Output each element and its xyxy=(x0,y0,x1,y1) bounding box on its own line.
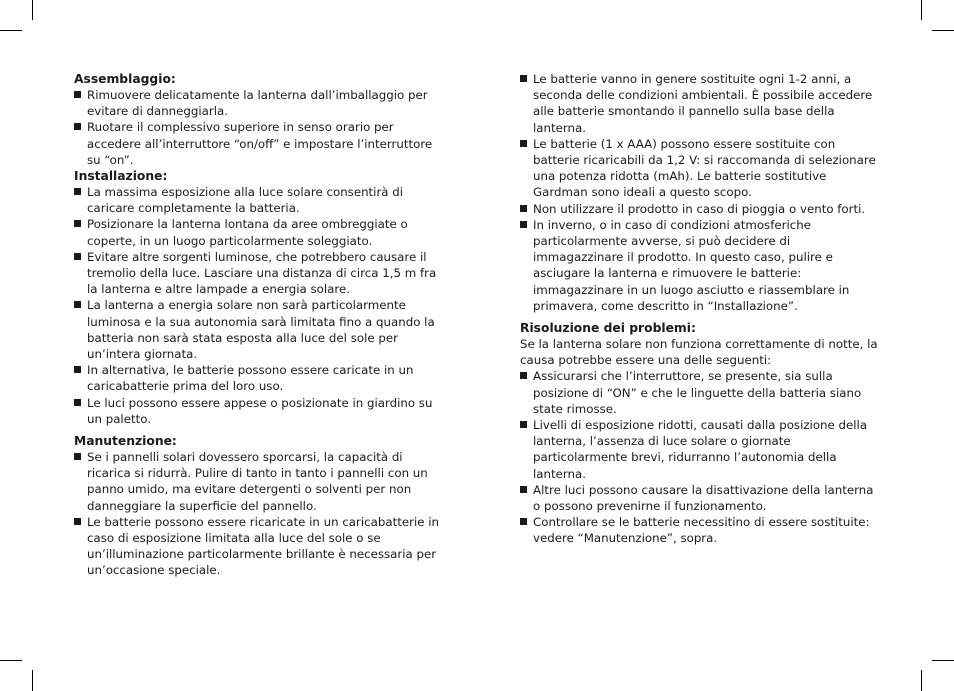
bullet-list xyxy=(74,87,446,168)
list-item: Le batterie possono essere ricaricate in un caricabatterie in caso di esposizione limitata alla luce del sole o se un’illuminazione particolarmente brillante è necessaria per un’occasione speciale. xyxy=(74,514,446,579)
section-assemblaggio xyxy=(74,71,446,168)
crop-mark xyxy=(932,30,954,31)
list-item: Non utilizzare il prodotto in caso di pioggia o vento forti. xyxy=(520,201,882,217)
section-manutenzione-continued xyxy=(520,71,882,314)
crop-mark xyxy=(0,660,22,661)
crop-mark xyxy=(921,670,922,691)
section-risoluzione xyxy=(520,320,882,547)
section-manutenzione xyxy=(74,433,446,579)
list-item: In alternativa, le batterie possono essere caricate in un caricabatterie prima del loro uso. xyxy=(74,362,446,394)
list-item: Rimuovere delicatamente la lanterna dall’imballaggio per evitare di danneggiarla. xyxy=(74,87,446,119)
list-item: Altre luci possono causare la disattivazione della lanterna o possono prevenirne il funzionamento. xyxy=(520,482,882,514)
crop-mark xyxy=(0,30,22,31)
bullet-list xyxy=(520,368,882,546)
section-title: Risoluzione dei problemi: xyxy=(520,321,696,336)
section-title: Assemblaggio: xyxy=(74,72,176,86)
list-item: Livelli di esposizione ridotti, causati dalla posizione della lanterna, l’assenza di luce solare o giornate particolarmente brevi, ridurranno l’autonomia della lanterna. xyxy=(520,417,882,482)
list-item: Assicurarsi che l’interruttore, se presente, sia sulla posizione di “ON” e che le linguette della batteria siano state rimosse. xyxy=(520,368,882,417)
section-intro: Se la lanterna solare non funziona correttamente di notte, la causa potrebbe essere una delle seguenti: xyxy=(520,337,878,368)
list-item: La massima esposizione alla luce solare consentirà di caricare completamente la batteria. xyxy=(74,184,446,216)
list-item: La lanterna a energia solare non sarà particolarmente luminosa e la sua autonomia sarà limitata fino a quando la batteria non sarà stata esposta alla luce del sole per un’intera giornata. xyxy=(74,297,446,362)
right-column xyxy=(520,71,882,547)
list-item: Le batterie (1 x AAA) possono essere sostituite con batterie ricaricabili da 1,2 V: si raccomanda di selezionare una potenza ridotta (mAh). Le batterie sostitutive Gardman sono ideali a questo scopo. xyxy=(520,136,882,201)
crop-mark xyxy=(32,670,33,691)
list-item: Controllare se le batterie necessitino di essere sostituite: vedere “Manutenzione”, sopra. xyxy=(520,514,882,546)
section-installazione xyxy=(74,168,446,427)
left-column xyxy=(74,71,446,579)
bullet-list xyxy=(520,71,882,314)
list-item: In inverno, o in caso di condizioni atmosferiche particolarmente avverse, si può decidere di immagazzinare il prodotto. In questo caso, pulire e asciugare la lanterna e rimuovere le batterie: immagazzinare in un luogo asciutto e riassemblare in primavera, come descritto in “Installazione”. xyxy=(520,217,882,314)
crop-mark xyxy=(932,660,954,661)
section-title: Installazione: xyxy=(74,169,168,184)
list-item: Le luci possono essere appese o posizionate in giardino su un paletto. xyxy=(74,395,446,427)
crop-mark xyxy=(32,0,33,20)
list-item: Ruotare il complessivo superiore in senso orario per accedere all’interruttore “on/off” e impostare l’interruttore su “on”. xyxy=(74,119,446,168)
crop-mark xyxy=(921,0,922,20)
list-item: Le batterie vanno in genere sostituite ogni 1-2 anni, a seconda delle condizioni ambientali. È possibile accedere alle batterie smontando il pannello sulla base della lanterna. xyxy=(520,71,882,136)
bullet-list xyxy=(74,449,446,579)
section-title: Manutenzione: xyxy=(74,434,177,449)
list-item: Se i pannelli solari dovessero sporcarsi, la capacità di ricarica si ridurrà. Pulire di tanto in tanto i pannelli con un panno umido, ma evitare detergenti o solventi per non danneggiare la superficie del pannello. xyxy=(74,449,446,514)
list-item: Evitare altre sorgenti luminose, che potrebbero causare il tremolio della luce. Lasciare una distanza di circa 1,5 m fra la lanterna e altre lampade a energia solare. xyxy=(74,249,446,298)
list-item: Posizionare la lanterna lontana da aree ombreggiate o coperte, in un luogo particolarmente soleggiato. xyxy=(74,216,446,248)
bullet-list xyxy=(74,184,446,427)
